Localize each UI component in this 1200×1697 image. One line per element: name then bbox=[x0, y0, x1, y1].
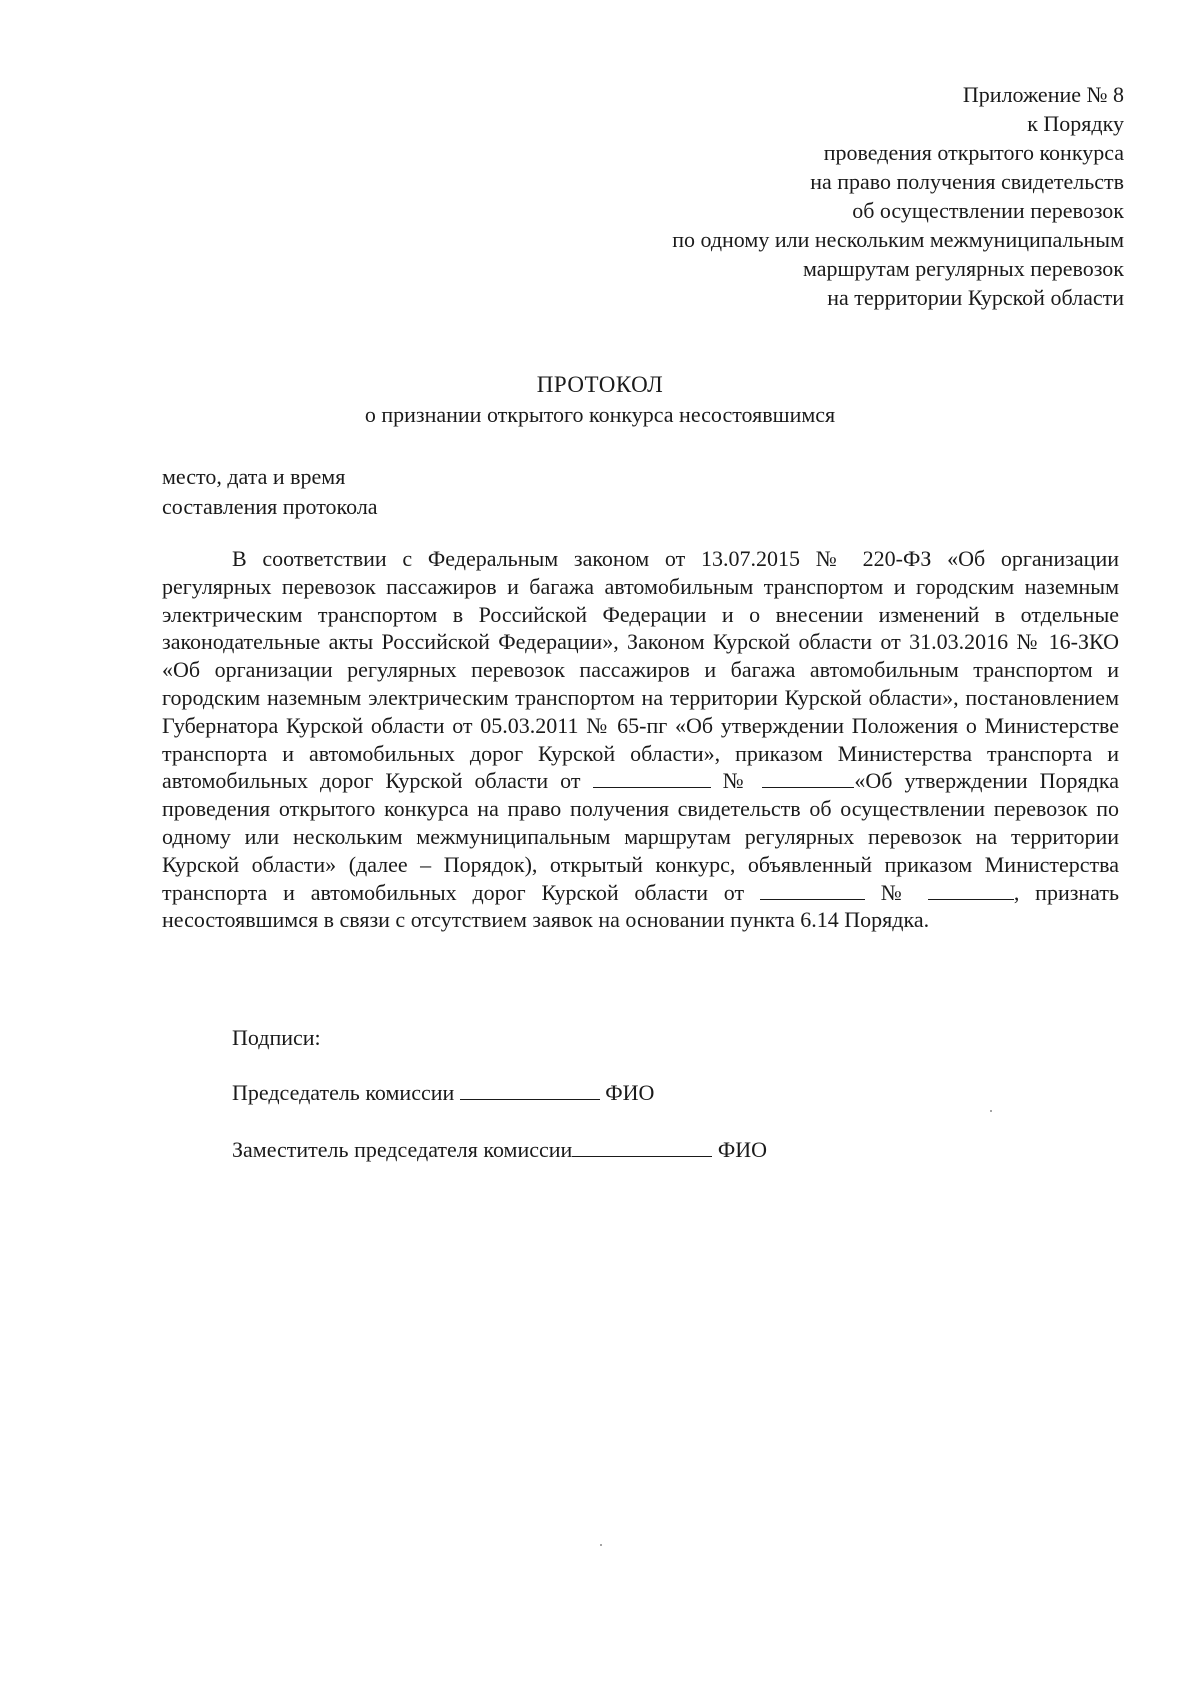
place-line: составления протокола bbox=[162, 494, 378, 519]
blank-number-field bbox=[762, 769, 854, 788]
deputy-label: Заместитель председателя комиссии bbox=[232, 1137, 573, 1162]
body-text-part: , признать несостоявшимся в связи с отсутствием заявок на основании пункта 6.14 Порядка. bbox=[162, 879, 1120, 933]
blank-date-field bbox=[593, 769, 711, 788]
body-text-part: № bbox=[880, 879, 913, 905]
scan-speck bbox=[990, 1110, 992, 1112]
body-paragraph bbox=[162, 545, 1119, 934]
appendix-line: на право получения свидетельств bbox=[810, 169, 1124, 194]
signatures-heading: Подписи: bbox=[232, 1025, 321, 1050]
appendix-line: об осуществлении перевозок bbox=[852, 198, 1124, 223]
blank-date-field bbox=[760, 881, 865, 900]
appendix-line: к Порядку bbox=[1027, 111, 1124, 136]
deputy-name: ФИО bbox=[717, 1137, 767, 1162]
appendix-line: по одному или нескольким межмуниципальным bbox=[672, 227, 1124, 252]
body-text-part: «Об утверждении Порядка проведения открытого конкурса на право получения свидетельств об осуществлении перевозок по одному или нескольким межмуниципальным маршрутам регулярных перевозок на территории Курской области» (далее – Порядок), открытый конкурс, объявленный приказом Министерства транспорта и автомобильных дорог Курской области от bbox=[162, 768, 1119, 905]
appendix-line: Приложение № 8 bbox=[962, 82, 1124, 107]
place-line: место, дата и время bbox=[162, 464, 346, 489]
document-subtitle: о признании открытого конкурса несостоявшимся bbox=[364, 402, 836, 427]
signature-row-deputy bbox=[232, 1135, 767, 1165]
appendix-line: маршрутам регулярных перевозок bbox=[802, 256, 1124, 281]
signatures-block bbox=[232, 1023, 767, 1165]
chair-label: Председатель комиссии bbox=[232, 1080, 455, 1105]
appendix-header bbox=[672, 80, 1124, 312]
chair-name: ФИО bbox=[605, 1080, 655, 1105]
place-date-time bbox=[162, 462, 378, 522]
body-text-part: В соответствии с Федеральным законом от 13.07.2015 № 220-ФЗ «Об организации регулярных перевозок пассажиров и багажа автомобильным транспортом и городским наземным электрическим транспортом в Российской Федерации и о внесении изменений в отдельные законодательные акты Российской Федерации», Законом Курской области от 31.03.2016 № 16-ЗКО «Об организации регулярных перевозок пассажиров и багажа автомобильным транспортом и городским наземным электрическим транспортом на территории Курской области», постановлением Губернатора Курской области от 05.03.2011 № 65-пг «Об утверждении Положения о Министерстве транспорта и автомобильных дорог Курской области», приказом Министерства транспорта и автомобильных дорог Курской области от bbox=[162, 546, 1119, 794]
document-title: ПРОТОКОЛ bbox=[536, 372, 664, 397]
appendix-line: проведения открытого конкурса bbox=[823, 140, 1124, 165]
deputy-signature-line bbox=[572, 1138, 712, 1157]
appendix-line: на территории Курской области bbox=[827, 285, 1124, 310]
chair-signature-line bbox=[460, 1081, 600, 1100]
blank-number-field bbox=[928, 881, 1014, 900]
title-block bbox=[0, 370, 1200, 430]
signature-row-chair bbox=[232, 1078, 767, 1108]
body-text-part: № bbox=[722, 768, 751, 794]
scan-speck bbox=[600, 1544, 602, 1546]
